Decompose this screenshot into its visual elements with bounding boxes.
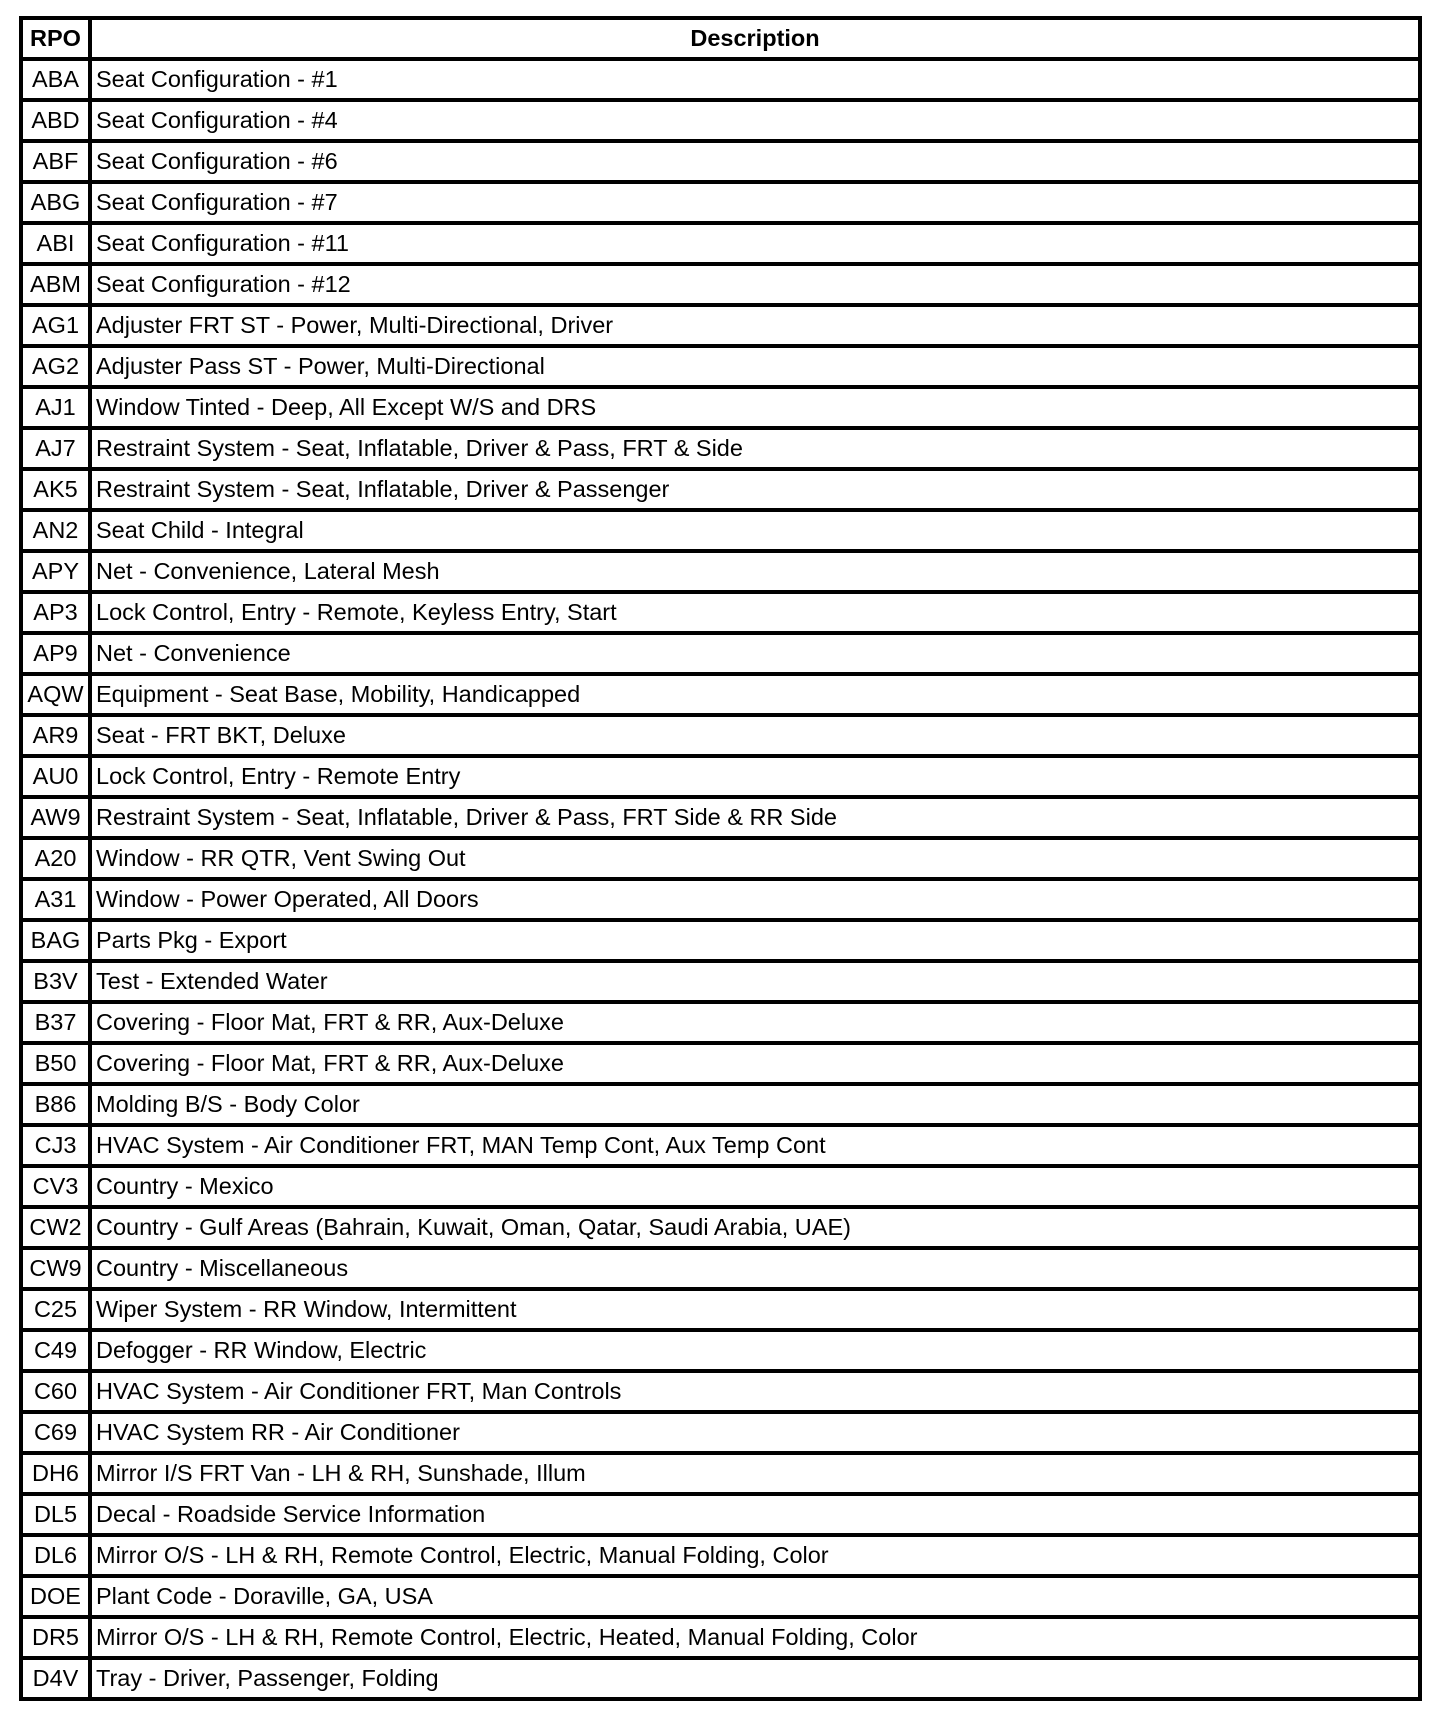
table-row — [21, 510, 1420, 551]
header-description: Description — [90, 18, 1420, 59]
rpo-description-cell: Country - Mexico — [90, 1166, 1420, 1207]
table-row — [21, 1617, 1420, 1658]
rpo-description-cell: Lock Control, Entry - Remote Entry — [90, 756, 1420, 797]
rpo-code-cell: C69 — [21, 1412, 90, 1453]
table-row — [21, 592, 1420, 633]
rpo-description-cell: Test - Extended Water — [90, 961, 1420, 1002]
rpo-code-cell: DOE — [21, 1576, 90, 1617]
rpo-description-cell: Seat - FRT BKT, Deluxe — [90, 715, 1420, 756]
rpo-description-cell: Window - RR QTR, Vent Swing Out — [90, 838, 1420, 879]
rpo-code-cell: CV3 — [21, 1166, 90, 1207]
table-row — [21, 305, 1420, 346]
rpo-description-cell: Restraint System - Seat, Inflatable, Driver & Pass, FRT & Side — [90, 428, 1420, 469]
rpo-description-cell: Country - Miscellaneous — [90, 1248, 1420, 1289]
rpo-description-cell: Country - Gulf Areas (Bahrain, Kuwait, Oman, Qatar, Saudi Arabia, UAE) — [90, 1207, 1420, 1248]
rpo-description-cell: Covering - Floor Mat, FRT & RR, Aux-Deluxe — [90, 1002, 1420, 1043]
rpo-code-cell: DH6 — [21, 1453, 90, 1494]
rpo-description-cell: Seat Configuration - #11 — [90, 223, 1420, 264]
table-row — [21, 756, 1420, 797]
rpo-code-cell: B37 — [21, 1002, 90, 1043]
rpo-description-cell: Mirror I/S FRT Van - LH & RH, Sunshade, Illum — [90, 1453, 1420, 1494]
rpo-description-cell: Wiper System - RR Window, Intermittent — [90, 1289, 1420, 1330]
table-row — [21, 1084, 1420, 1125]
table-row — [21, 797, 1420, 838]
rpo-description-cell: Seat Configuration - #1 — [90, 59, 1420, 100]
rpo-code-cell: DR5 — [21, 1617, 90, 1658]
rpo-description-cell: Lock Control, Entry - Remote, Keyless Entry, Start — [90, 592, 1420, 633]
rpo-description-cell: HVAC System - Air Conditioner FRT, MAN Temp Cont, Aux Temp Cont — [90, 1125, 1420, 1166]
rpo-code-cell: B86 — [21, 1084, 90, 1125]
table-header — [21, 18, 1420, 59]
table-row — [21, 674, 1420, 715]
header-row — [21, 18, 1420, 59]
table-row — [21, 346, 1420, 387]
rpo-code-cell: AK5 — [21, 469, 90, 510]
rpo-description-cell: Restraint System - Seat, Inflatable, Driver & Pass, FRT Side & RR Side — [90, 797, 1420, 838]
rpo-description-cell: HVAC System RR - Air Conditioner — [90, 1412, 1420, 1453]
rpo-code-cell: A20 — [21, 838, 90, 879]
rpo-description-cell: Parts Pkg - Export — [90, 920, 1420, 961]
rpo-code-cell: DL5 — [21, 1494, 90, 1535]
rpo-description-cell: HVAC System - Air Conditioner FRT, Man Controls — [90, 1371, 1420, 1412]
table-row — [21, 879, 1420, 920]
rpo-description-cell: Net - Convenience, Lateral Mesh — [90, 551, 1420, 592]
rpo-code-cell: AQW — [21, 674, 90, 715]
rpo-description-cell: Plant Code - Doraville, GA, USA — [90, 1576, 1420, 1617]
rpo-description-cell: Tray - Driver, Passenger, Folding — [90, 1658, 1420, 1699]
rpo-code-cell: AJ1 — [21, 387, 90, 428]
table-row — [21, 428, 1420, 469]
table-row — [21, 223, 1420, 264]
rpo-description-cell: Defogger - RR Window, Electric — [90, 1330, 1420, 1371]
rpo-description-cell: Mirror O/S - LH & RH, Remote Control, Electric, Manual Folding, Color — [90, 1535, 1420, 1576]
rpo-code-cell: AN2 — [21, 510, 90, 551]
rpo-code-cell: B3V — [21, 961, 90, 1002]
rpo-code-cell: C49 — [21, 1330, 90, 1371]
rpo-code-cell: C25 — [21, 1289, 90, 1330]
table-row — [21, 1494, 1420, 1535]
rpo-code-cell: ABF — [21, 141, 90, 182]
rpo-code-cell: AR9 — [21, 715, 90, 756]
rpo-description-cell: Net - Convenience — [90, 633, 1420, 674]
table-row — [21, 1330, 1420, 1371]
table-row — [21, 551, 1420, 592]
rpo-code-cell: CJ3 — [21, 1125, 90, 1166]
rpo-table-container — [19, 16, 1418, 1701]
rpo-description-cell: Window - Power Operated, All Doors — [90, 879, 1420, 920]
table-row — [21, 715, 1420, 756]
table-row — [21, 1658, 1420, 1699]
rpo-code-cell: ABM — [21, 264, 90, 305]
table-row — [21, 264, 1420, 305]
rpo-code-cell: A31 — [21, 879, 90, 920]
table-row — [21, 1002, 1420, 1043]
rpo-code-cell: DL6 — [21, 1535, 90, 1576]
table-row — [21, 100, 1420, 141]
rpo-description-cell: Seat Child - Integral — [90, 510, 1420, 551]
rpo-code-cell: AP3 — [21, 592, 90, 633]
table-body — [21, 59, 1420, 1699]
rpo-table — [19, 16, 1422, 1701]
table-row — [21, 1453, 1420, 1494]
rpo-description-cell: Adjuster Pass ST - Power, Multi-Directional — [90, 346, 1420, 387]
table-row — [21, 1166, 1420, 1207]
rpo-description-cell: Decal - Roadside Service Information — [90, 1494, 1420, 1535]
rpo-description-cell: Equipment - Seat Base, Mobility, Handicapped — [90, 674, 1420, 715]
rpo-description-cell: Seat Configuration - #4 — [90, 100, 1420, 141]
table-row — [21, 633, 1420, 674]
rpo-description-cell: Seat Configuration - #12 — [90, 264, 1420, 305]
rpo-description-cell: Window Tinted - Deep, All Except W/S and DRS — [90, 387, 1420, 428]
rpo-code-cell: AP9 — [21, 633, 90, 674]
table-row — [21, 1412, 1420, 1453]
table-row — [21, 1535, 1420, 1576]
table-row — [21, 387, 1420, 428]
rpo-code-cell: CW9 — [21, 1248, 90, 1289]
rpo-code-cell: AJ7 — [21, 428, 90, 469]
rpo-description-cell: Molding B/S - Body Color — [90, 1084, 1420, 1125]
table-row — [21, 961, 1420, 1002]
rpo-code-cell: AG1 — [21, 305, 90, 346]
rpo-code-cell: B50 — [21, 1043, 90, 1084]
table-row — [21, 1125, 1420, 1166]
rpo-code-cell: ABA — [21, 59, 90, 100]
table-row — [21, 838, 1420, 879]
rpo-code-cell: APY — [21, 551, 90, 592]
rpo-description-cell: Mirror O/S - LH & RH, Remote Control, Electric, Heated, Manual Folding, Color — [90, 1617, 1420, 1658]
rpo-description-cell: Seat Configuration - #6 — [90, 141, 1420, 182]
rpo-code-cell: ABG — [21, 182, 90, 223]
table-row — [21, 1043, 1420, 1084]
rpo-code-cell: D4V — [21, 1658, 90, 1699]
table-row — [21, 182, 1420, 223]
header-rpo: RPO — [21, 18, 90, 59]
table-row — [21, 469, 1420, 510]
rpo-code-cell: AU0 — [21, 756, 90, 797]
table-row — [21, 1207, 1420, 1248]
table-row — [21, 1576, 1420, 1617]
rpo-description-cell: Adjuster FRT ST - Power, Multi-Directional, Driver — [90, 305, 1420, 346]
rpo-description-cell: Covering - Floor Mat, FRT & RR, Aux-Deluxe — [90, 1043, 1420, 1084]
rpo-code-cell: C60 — [21, 1371, 90, 1412]
table-row — [21, 920, 1420, 961]
rpo-code-cell: AW9 — [21, 797, 90, 838]
rpo-description-cell: Restraint System - Seat, Inflatable, Driver & Passenger — [90, 469, 1420, 510]
rpo-code-cell: ABD — [21, 100, 90, 141]
rpo-code-cell: AG2 — [21, 346, 90, 387]
table-row — [21, 1371, 1420, 1412]
rpo-code-cell: ABI — [21, 223, 90, 264]
table-row — [21, 59, 1420, 100]
table-row — [21, 141, 1420, 182]
table-row — [21, 1289, 1420, 1330]
rpo-description-cell: Seat Configuration - #7 — [90, 182, 1420, 223]
table-row — [21, 1248, 1420, 1289]
rpo-code-cell: CW2 — [21, 1207, 90, 1248]
rpo-code-cell: BAG — [21, 920, 90, 961]
